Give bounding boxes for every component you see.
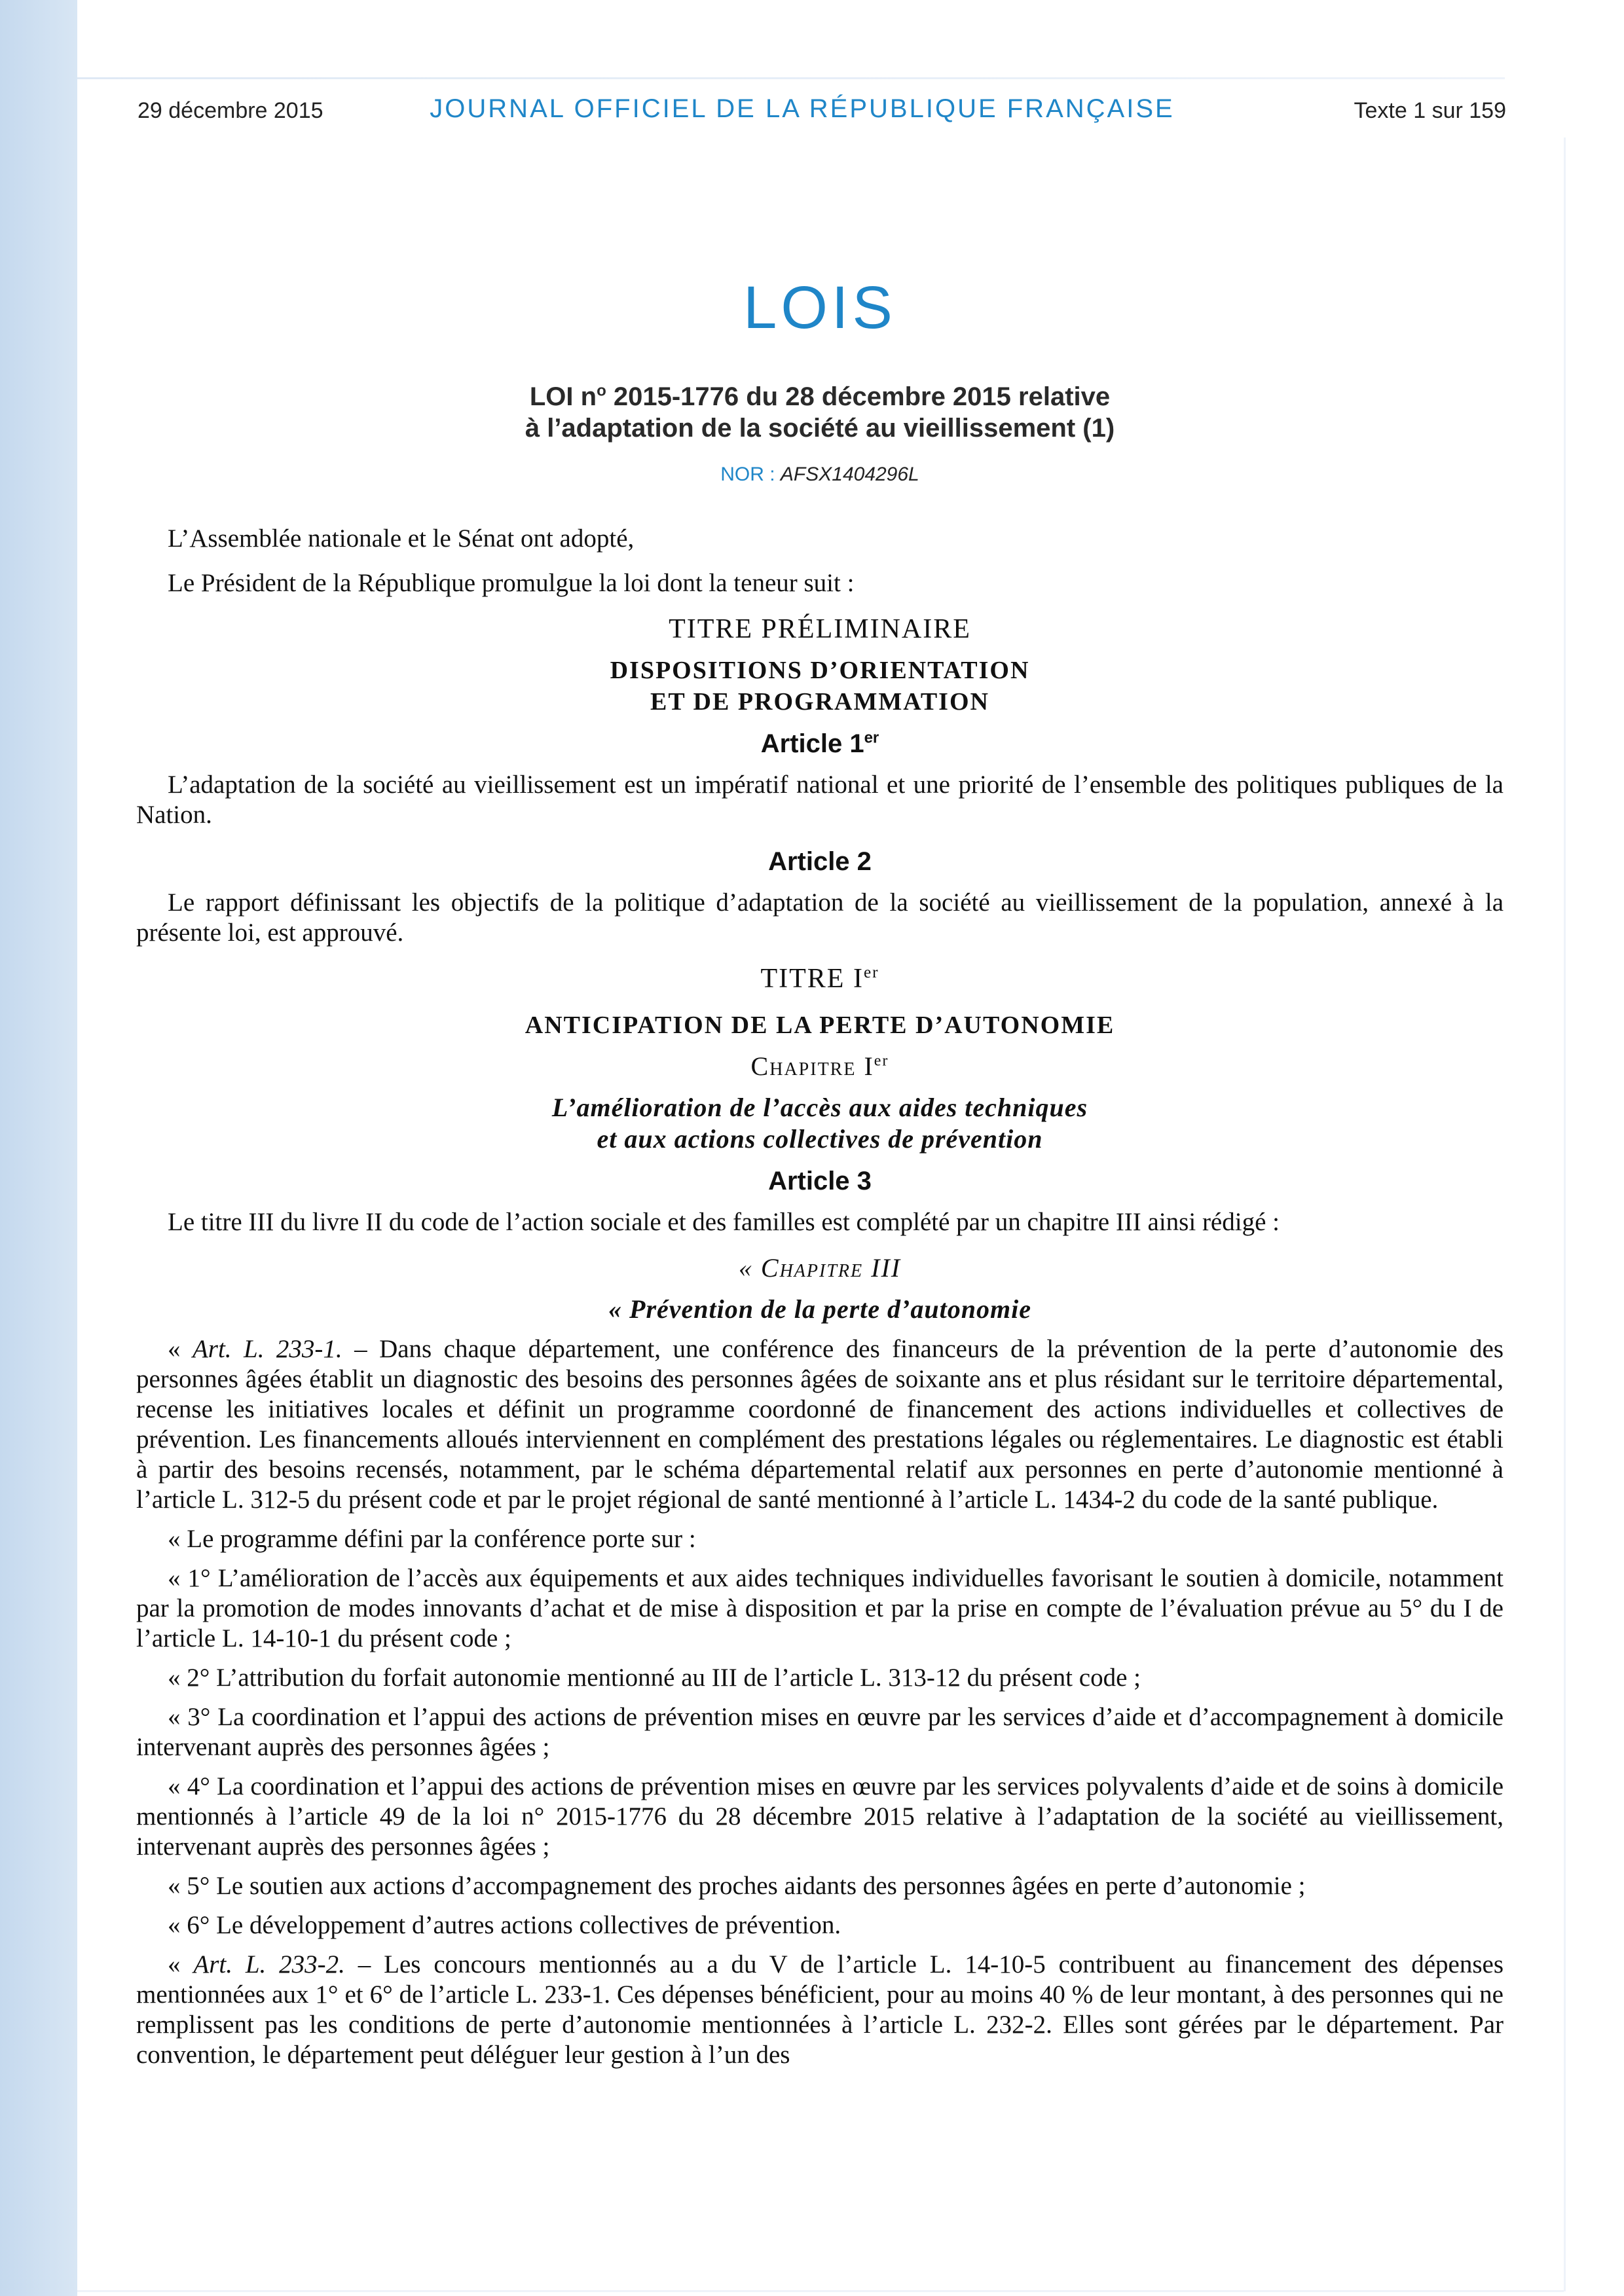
chapitre-3-title: « Prévention de la perte d’autonomie [608,1294,1031,1324]
nor-label: NOR : [720,464,781,485]
chapitre-1-title-line1: L’amélioration de l’accès aux aides techniques [551,1093,1088,1122]
preamble-promulgation: Le Président de la République promulgue la loi dont la teneur suit : [168,569,855,597]
article-1-text: L’adaptation de la société au vieillissement est un impératif national et une priorité de l’ensemble des politiques publiques de la Nation. [136,771,1504,829]
programme-intro: « Le programme défini par la conférence porte sur : [168,1525,696,1553]
titre-preliminaire-sub1: DISPOSITIONS D’ORIENTATION [610,657,1030,684]
article-3-intro: Le titre III du livre II du code de l’action sociale et des familles est complété par un chapitre III ainsi rédigé : [168,1208,1280,1236]
programme-item-3: « 3° La coordination et l’appui des actions de prévention mises en œuvre par les services d’aide et d’accompagnement à domicile intervenant auprès des personnes âgées ; [136,1703,1504,1761]
nor-value: AFSX1404296L [780,464,919,485]
journal-title: JOURNAL OFFICIEL DE LA RÉPUBLIQUE FRANÇAISE [430,94,1175,123]
chapitre-1-heading: Chapitre Ier [750,1051,889,1081]
header-text-count: Texte 1 sur 159 [1354,98,1506,123]
article-l233-1: « Art. L. 233-1. – Dans chaque département, une conférence des financeurs de la prévention de la perte d’autonomie des personnes âgées établit un diagnostic des besoins des personnes âgées de soixante ans et plus résidant sur le territoire départemental, recense les initiatives locales et définit un programme coordonné de financement des actions individuelles et collectives de prévention. Les financements alloués interviennent en complément des prestations légales ou réglementaires. Le diagnostic est établi à partir des besoins recensés, notamment, par le schéma départemental relatif aux personnes en perte d’autonomie mentionné à l’article L. 312-5 du présent code et par le projet régional de santé mentionné à l’article L. 1434-2 du code de la santé publique. [136,1335,1504,1514]
programme-item-2: « 2° L’attribution du forfait autonomie mentionné au III de l’article L. 313-12 du présent code ; [168,1664,1141,1692]
chapitre-1-title-line2: et aux actions collectives de prévention [597,1124,1043,1154]
header-date: 29 décembre 2015 [138,98,323,123]
law-body [136,524,1504,2070]
section-title: LOIS [743,274,896,341]
law-title-line1: LOI $n^o$ 2015-1776 du 28 décembre 2015 relative [529,382,1111,411]
right-margin-line [1564,137,1566,2291]
law-title [136,381,1504,444]
article-l233-2: « Art. L. 233-2. – Les concours mentionnés au a du V de l’article L. 14-10-5 contribuent au financement des dépenses mentionnées aux 1° et 6° de l’article L. 233-1. Ces dépenses bénéficient, pour au moins 40 % de leur montant, à des personnes qui ne remplissent pas les conditions de perte d’autonomie mentionnées à l’article L. 232-2. Elles sont gérées par le département. Par convention, le département peut déléguer leur gestion à l’un des [136,1950,1504,2069]
page-header [138,93,1506,132]
titre-preliminaire-heading: TITRE PRÉLIMINAIRE [669,614,971,644]
programme-item-1: « 1° L’amélioration de l’accès aux équipements et aux aides techniques individuelles favorisant le soutien à domicile, notamment par la promotion de modes innovants d’achat et de mise à disposition et par la prise en compte de l’évaluation prévue au 5° du I de l’article L. 14-10-1 du présent code ; [136,1564,1504,1652]
titre-preliminaire-sub2: ET DE PROGRAMMATION [650,688,989,716]
bottom-margin-line [77,2290,1564,2292]
law-title-line2: à l’adaptation de la société au vieillissement (1) [525,414,1115,443]
nor-reference [136,464,1504,486]
titre-1-heading: TITRE Ier [760,964,879,994]
article-2-text: Le rapport définissant les objectifs de la politique d’adaptation de la société au vieillissement de la population, annexé à la présente loi, est approuvé. [136,888,1504,947]
article-2-heading: Article 2 [768,847,872,876]
programme-item-4: « 4° La coordination et l’appui des actions de prévention mises en œuvre par les services polyvalents d’aide et de soins à domicile mentionnés à l’article 49 de la loi n° 2015-1776 du 28 décembre 2015 relative à l’adaptation de la société au vieillissement, intervenant auprès des personnes âgées ; [136,1772,1504,1861]
left-color-band [0,0,77,2296]
titre-1-sub: ANTICIPATION DE LA PERTE D’AUTONOMIE [525,1011,1115,1039]
header-divider [77,77,1505,79]
programme-item-6: « 6° Le développement d’autres actions collectives de prévention. [168,1911,841,1939]
chapitre-3-quoted: « Chapitre III [738,1253,902,1283]
article-1-heading: Article 1er [760,729,879,758]
preamble-adopted: L’Assemblée nationale et le Sénat ont adopté, [168,524,635,553]
article-3-heading: Article 3 [768,1167,872,1195]
programme-item-5: « 5° Le soutien aux actions d’accompagnement des proches aidants des personnes âgées en perte d’autonomie ; [168,1872,1306,1900]
